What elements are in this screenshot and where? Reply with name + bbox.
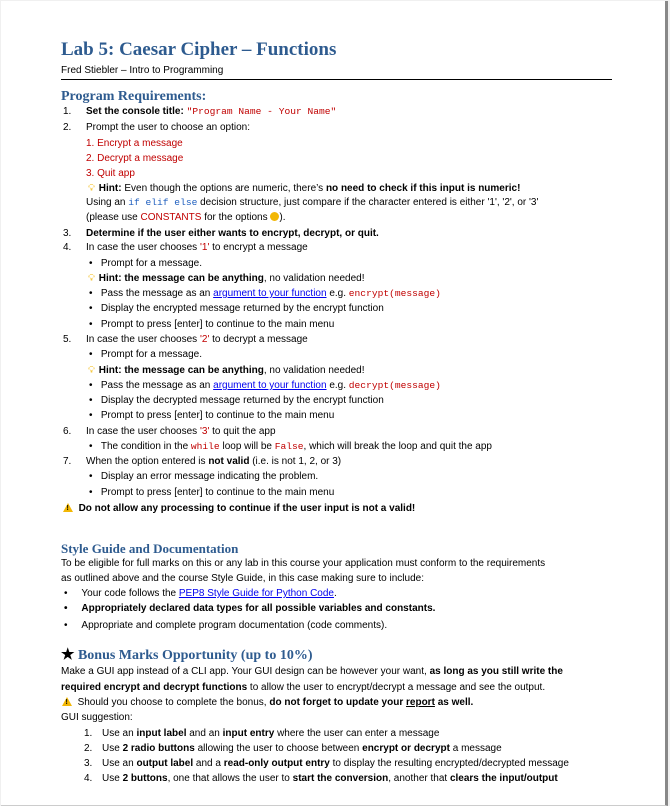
list-item: • Your code follows the PEP8 Style Guide for Python Code.	[64, 588, 337, 599]
emphasis: required encrypt and decrypt functions	[61, 682, 248, 693]
list-number: 5.	[63, 334, 72, 345]
text: to encrypt a message	[209, 242, 308, 253]
bonus-paragraph	[61, 666, 563, 678]
text: .	[333, 588, 337, 599]
gui-item-2	[102, 743, 502, 755]
gui-item-1	[102, 728, 439, 740]
text: , one that allows the user to	[167, 773, 293, 784]
option-encrypt: 1. Encrypt a message	[86, 138, 183, 149]
text: Use an	[102, 728, 137, 739]
text: where the user can enter a message	[274, 728, 440, 739]
option-quit: 3. Quit app	[86, 168, 135, 179]
constants-term: CONSTANTS	[140, 212, 202, 223]
list-number: 3.	[63, 228, 72, 239]
style-heading: Style Guide and Documentation	[61, 541, 239, 556]
function-argument-link[interactable]: argument to your function	[213, 380, 327, 391]
instruction-line	[86, 212, 285, 224]
text: In case the user chooses	[86, 426, 200, 437]
bonus-paragraph	[61, 682, 545, 694]
text: and an	[186, 728, 223, 739]
gui-item-4	[102, 773, 558, 785]
emphasis: input entry	[222, 728, 275, 739]
text: In case the user chooses	[86, 334, 200, 345]
list-item: • Prompt to press [enter] to continue to the main menu	[89, 487, 335, 498]
emphasis: as long as you still write the	[429, 666, 563, 677]
text: a message	[449, 743, 502, 754]
hint-label: Hint:	[98, 273, 122, 284]
text: to display the resulting encrypted/decrypted message	[329, 758, 569, 769]
hint-text: Even though the options are numeric, there’s	[124, 183, 326, 194]
list-item: • Prompt to press [enter] to continue to the main menu	[89, 410, 335, 421]
hint-emphasis: the message can be anything	[124, 365, 264, 376]
code-snippet: encrypt(message)	[348, 288, 441, 299]
pep8-link[interactable]: PEP8 Style Guide for Python Code	[178, 588, 334, 599]
page-subtitle: Fred Stiebler – Intro to Programming	[61, 65, 224, 76]
emphasis: read-only output entry	[223, 758, 330, 769]
list-item: • Pass the message as an argument to your function e.g. encrypt(message)	[89, 288, 441, 299]
hint-text: , no validation needed!	[263, 273, 365, 284]
requirement-text: Set the console title:	[86, 106, 184, 117]
style-paragraph: To be eligible for full marks on this or any lab in this course your application must conform to the requirements	[61, 558, 546, 569]
function-argument-link[interactable]: argument to your function	[213, 288, 327, 299]
list-item: • Prompt for a message.	[89, 258, 202, 269]
emphasis: 2 radio buttons	[122, 743, 195, 754]
text: , another that	[388, 773, 450, 784]
requirements-heading: Program Requirements:	[61, 89, 207, 104]
text: (please use	[86, 212, 141, 223]
text: (i.e. is not 1, 2, or 3)	[249, 456, 342, 467]
bonus-warning	[62, 697, 473, 709]
text: Display the decrypted message returned by the encrypt function	[100, 395, 384, 406]
title-divider	[61, 79, 612, 80]
instruction-line	[86, 197, 538, 209]
text: decision structure, just compare if the character entered is either '1', '2', or '3'	[197, 197, 539, 208]
requirement-1	[86, 106, 336, 118]
lightbulb-icon: 💡︎	[88, 273, 95, 284]
emphasis: as well.	[434, 697, 474, 708]
bonus-heading-text: Bonus Marks Opportunity (up to 10%)	[77, 648, 313, 663]
text: Display an error message indicating the problem.	[100, 471, 319, 482]
list-item: • Pass the message as an argument to your function e.g. decrypt(message)	[89, 380, 441, 391]
list-item: • Appropriate and complete program documentation (code comments).	[64, 620, 388, 631]
lightbulb-icon: 💡︎	[88, 365, 95, 376]
list-number: 4.	[63, 242, 72, 253]
option-value: '1'	[199, 242, 210, 253]
text: ).	[279, 212, 286, 223]
text: Make a GUI app instead of a CLI app. Your GUI design can be however your want,	[61, 666, 430, 677]
text: Pass the message as an	[100, 380, 214, 391]
hint-line	[87, 365, 364, 377]
list-item: • Prompt for a message.	[89, 349, 202, 360]
gui-item-3	[102, 758, 569, 770]
requirement-4	[86, 242, 308, 254]
text: to quit the app	[209, 426, 276, 437]
text: e.g.	[326, 288, 349, 299]
smiley-icon	[270, 212, 279, 221]
emphasis: input label	[136, 728, 187, 739]
text: Appropriate and complete program documentation (code comments).	[81, 620, 388, 631]
text: In case the user chooses	[86, 242, 200, 253]
emphasis: encrypt or decrypt	[362, 743, 450, 754]
text: allowing the user to choose between	[194, 743, 363, 754]
hint-line	[87, 183, 520, 195]
text: to allow the user to encrypt/decrypt a message and see the output.	[247, 682, 546, 693]
hint-line	[87, 273, 364, 285]
warning-icon	[62, 697, 72, 706]
list-number: 1.	[84, 728, 93, 739]
warning-icon	[63, 503, 73, 512]
text: Appropriately declared data types for all possible variables and constants.	[81, 603, 436, 614]
text: Using an	[86, 197, 129, 208]
star-icon: ★	[61, 647, 75, 663]
document-page	[1, 1, 668, 806]
list-number: 7.	[63, 456, 72, 467]
text: Prompt for a message.	[100, 349, 202, 360]
list-number: 2.	[63, 122, 72, 133]
hint-text: , no validation needed!	[263, 365, 365, 376]
emphasis: not valid	[208, 456, 250, 467]
list-item: • Prompt to press [enter] to continue to the main menu	[89, 319, 335, 330]
code-snippet: decrypt(message)	[348, 380, 441, 391]
emphasis: clears the input/output	[449, 773, 558, 784]
text: Prompt to press [enter] to continue to the main menu	[100, 319, 335, 330]
option-value: '3'	[199, 426, 210, 437]
text: Pass the message as an	[100, 288, 214, 299]
list-number: 3.	[84, 758, 93, 769]
text: The condition in the	[100, 441, 191, 452]
list-number: 2.	[84, 743, 93, 754]
text: Use an	[102, 758, 137, 769]
requirement-2: Prompt the user to choose an option:	[86, 122, 250, 133]
style-paragraph: as outlined above and the course Style Guide, in this case making sure to include:	[61, 573, 424, 584]
hint-label: Hint:	[98, 365, 122, 376]
gui-suggestion-label: GUI suggestion:	[61, 712, 133, 723]
warning-line	[63, 503, 415, 515]
text: Should you choose to complete the bonus,	[77, 697, 270, 708]
list-item: • Display the encrypted message returned by the encrypt function	[89, 303, 384, 314]
code-keyword: if elif else	[128, 197, 198, 208]
requirement-6	[86, 426, 276, 438]
text: Prompt to press [enter] to continue to the main menu	[100, 487, 335, 498]
code-keyword: while	[190, 441, 220, 452]
text: e.g.	[326, 380, 349, 391]
requirement-3: Determine if the user either wants to encrypt, decrypt, or quit.	[86, 228, 379, 239]
text: Prompt to press [enter] to continue to the main menu	[100, 410, 335, 421]
hint-emphasis: the message can be anything	[124, 273, 264, 284]
code-snippet: "Program Name - Your Name"	[186, 106, 337, 117]
hint-label: Hint:	[98, 183, 122, 194]
requirement-5	[86, 334, 308, 346]
option-value: '2'	[199, 334, 210, 345]
text: to decrypt a message	[209, 334, 308, 345]
emphasis: start the conversion	[292, 773, 389, 784]
text: Use	[102, 743, 123, 754]
list-number: 6.	[63, 426, 72, 437]
text: When the option entered is	[86, 456, 209, 467]
list-number: 4.	[84, 773, 93, 784]
lightbulb-icon: 💡︎	[88, 183, 95, 194]
text: Your code follows the	[81, 588, 179, 599]
list-item: • The condition in the while loop will be False, which will break the loop and quit the app	[89, 441, 492, 452]
bonus-heading	[61, 645, 313, 664]
text: loop will be	[219, 441, 275, 452]
warning-text: Do not allow any processing to continue if the user input is not a valid!	[78, 503, 416, 514]
list-item: • Appropriately declared data types for all possible variables and constants.	[64, 603, 436, 614]
requirement-7	[86, 456, 341, 468]
page-title: Lab 5: Caesar Cipher – Functions	[61, 39, 337, 60]
text: , which will break the loop and quit the app	[303, 441, 492, 452]
list-item: • Display the decrypted message returned by the encrypt function	[89, 395, 384, 406]
text: Display the encrypted message returned by the encrypt function	[100, 303, 384, 314]
option-decrypt: 2. Decrypt a message	[86, 153, 184, 164]
text: Prompt for a message.	[100, 258, 202, 269]
emphasis: output label	[136, 758, 194, 769]
emphasis: do not forget to update your	[269, 697, 407, 708]
hint-emphasis: no need to check if this input is numeric!	[325, 183, 521, 194]
text: Use	[102, 773, 123, 784]
code-keyword: False	[274, 441, 304, 452]
text: for the options	[201, 212, 271, 223]
list-item: • Display an error message indicating the problem.	[89, 471, 319, 482]
report-link[interactable]: report	[406, 697, 435, 708]
text: and a	[193, 758, 224, 769]
list-number: 1.	[63, 106, 72, 117]
emphasis: 2 buttons	[122, 773, 168, 784]
